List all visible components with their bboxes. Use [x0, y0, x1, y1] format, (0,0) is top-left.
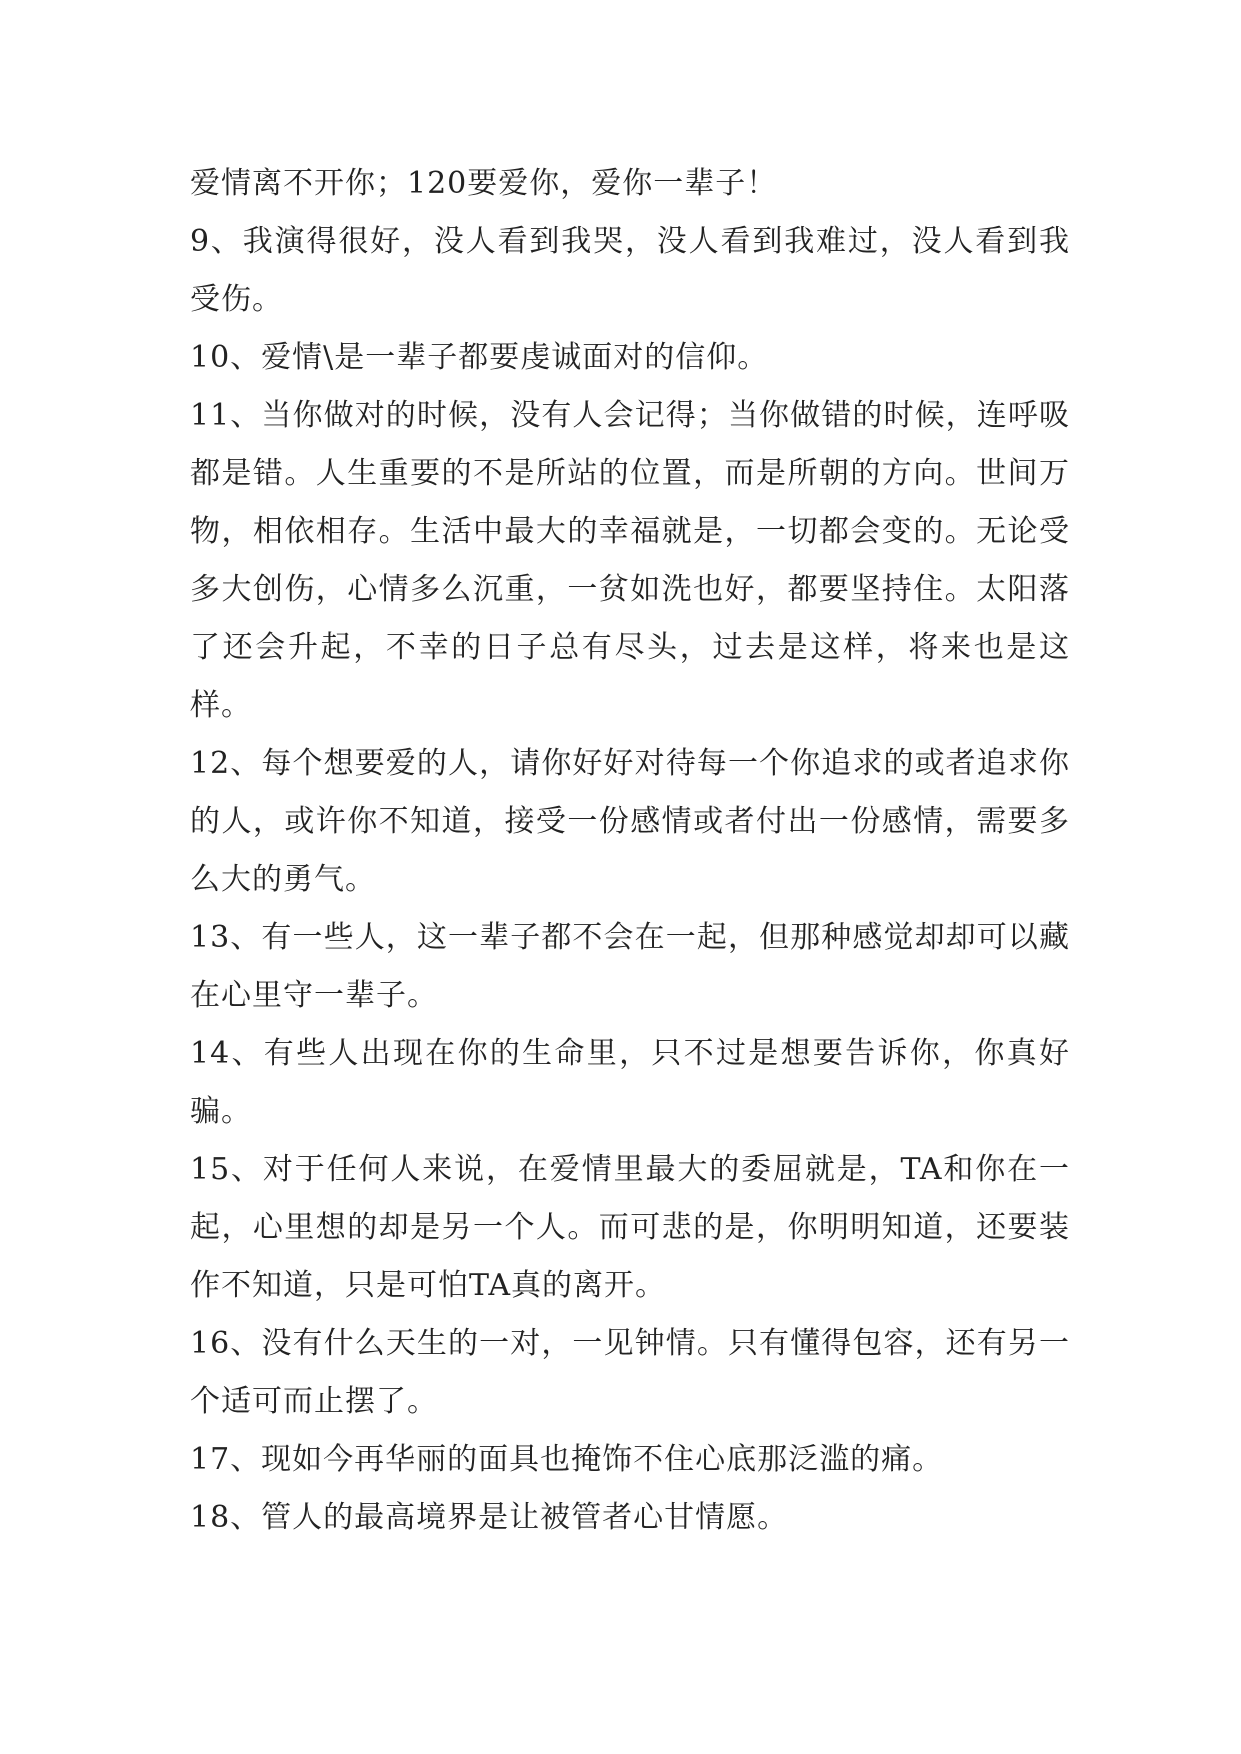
paragraph-item-11: 11、当你做对的时候，没有人会记得；当你做错的时候，连呼吸都是错。人生重要的不是所站的位置，而是所朝的方向。世间万物，相依相存。生活中最大的幸福就是，一切都会变的。无论受多大创伤，心情多么沉重，一贫如洗也好，都要坚持住。太阳落了还会升起，不幸的日子总有尽头，过去是这样，将来也是这样。	[190, 398, 1070, 723]
paragraph-item-15: 15、对于任何人来说，在爱情里最大的委屈就是，TA和你在一起，心里想的却是另一个人。而可悲的是，你明明知道，还要装作不知道，只是可怕TA真的离开。	[190, 1152, 1070, 1303]
paragraph-item-12: 12、每个想要爱的人，请你好好对待每一个你追求的或者追求你的人，或许你不知道，接受一份感情或者付出一份感情，需要多么大的勇气。	[190, 746, 1070, 897]
paragraph-item-14: 14、有些人出现在你的生命里，只不过是想要告诉你，你真好骗。	[190, 1036, 1070, 1129]
paragraph-item-13: 13、有一些人，这一辈子都不会在一起，但那种感觉却却可以藏在心里守一辈子。	[190, 920, 1070, 1013]
document-body	[190, 155, 1070, 1547]
paragraph-item-18: 18、管人的最高境界是让被管者心甘情愿。	[190, 1500, 789, 1535]
paragraph-item-10: 10、爱情\是一辈子都要虔诚面对的信仰。	[190, 340, 769, 375]
paragraph-item-17: 17、现如今再华丽的面具也掩饰不住心底那泛滥的痛。	[190, 1442, 944, 1477]
paragraph-continuation: 爱情离不开你；120要爱你，爱你一辈子！	[190, 166, 778, 201]
paragraph-item-9: 9、我演得很好，没人看到我哭，没人看到我难过，没人看到我受伤。	[190, 224, 1070, 317]
paragraph-item-16: 16、没有什么天生的一对，一见钟情。只有懂得包容，还有另一个适可而止摆了。	[190, 1326, 1070, 1419]
